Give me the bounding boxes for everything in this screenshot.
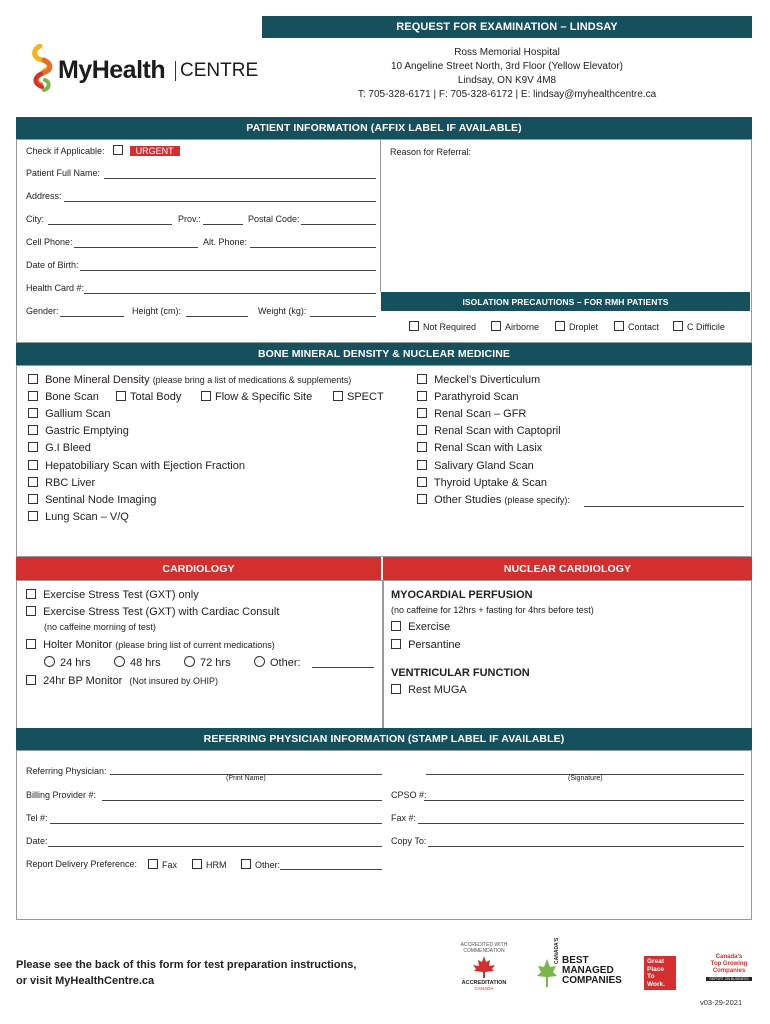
hospital-info: Ross Memorial Hospital 10 Angeline Street North, 3rd Floor (Yellow Elevator) Lindsay, ON K9V 4M8 T: 705-328-6171 | F: 705-328-6172 | E: lindsay@myhealthcentre.ca (357, 47, 657, 100)
address-field[interactable] (64, 201, 376, 202)
great-place-logo: Great Place To Work. (644, 956, 676, 990)
mp-title: MYOCARDIAL PERFUSION (391, 589, 533, 601)
logo (30, 44, 259, 94)
bp-monitor-option[interactable]: 24hr BP Monitor (Not insured by OHIP) (26, 675, 218, 687)
form-title: REQUEST FOR EXAMINATION – LINDSAY (262, 16, 752, 38)
full-name-field[interactable] (104, 178, 376, 179)
reason-field[interactable] (384, 160, 748, 288)
logo-sub: CENTRE (180, 60, 259, 81)
dob-field[interactable] (80, 270, 376, 271)
logo-mark-icon (30, 44, 56, 92)
footer-note: Please see the back of this form for test preparation instructions, or visit MyHealthCentre.ca (16, 959, 357, 987)
fax-field[interactable] (418, 823, 744, 824)
bmd-option[interactable]: Bone Mineral Density (please bring a list of medications & supplements) (28, 374, 351, 386)
gender-field[interactable] (60, 316, 124, 317)
vf-title: VENTRICULAR FUNCTION (391, 667, 530, 679)
best-managed-logo: CANADA'S BEST MANAGED COMPANIES (536, 952, 620, 992)
iso-not-required[interactable]: Not Required (409, 321, 476, 332)
muga-option[interactable]: Rest MUGA (391, 684, 467, 696)
holter-option[interactable]: Holter Monitor (please bring list of current medications) (26, 639, 275, 651)
billing-provider-field[interactable] (102, 800, 382, 801)
iso-airborne[interactable]: Airborne (491, 321, 539, 332)
logo-brand: MyHealth (58, 56, 166, 84)
iso-droplet[interactable]: Droplet (555, 321, 598, 332)
bone-right-item[interactable]: Renal Scan with Captopril (417, 425, 561, 437)
exercise-option[interactable]: Exercise (391, 621, 450, 633)
postal-code-field[interactable] (301, 224, 376, 225)
weight-field[interactable] (310, 316, 376, 317)
nuclear-cardiology-section (383, 580, 752, 729)
delivery-other-option[interactable]: Other: (241, 859, 280, 870)
alt-phone-field[interactable] (250, 247, 376, 248)
cardiology-section (16, 580, 383, 729)
prov-field[interactable] (203, 224, 243, 225)
tel-field[interactable] (50, 823, 382, 824)
top-growing-logo: Canada's Top Growing Companies REPORT ON BUSINESS (706, 954, 752, 992)
other-studies-field[interactable] (584, 506, 744, 507)
accreditation-logo: ACCREDITED WITH COMMENDATION ACCREDITATION CANADA (460, 942, 508, 991)
holter-24-radio[interactable]: 24 hrs (44, 656, 91, 669)
flow-site-option[interactable]: Flow & Specific Site (201, 391, 312, 403)
reason-label: Reason for Referral: (390, 147, 472, 157)
delivery-other-field[interactable] (280, 869, 382, 870)
delivery-fax-option[interactable]: Fax (148, 859, 177, 870)
persantine-option[interactable]: Persantine (391, 639, 461, 651)
nuclear-cardiology-header: NUCLEAR CARDIOLOGY (383, 557, 752, 580)
bone-right-item[interactable]: Meckel’s Diverticulum (417, 374, 540, 386)
bone-left-item[interactable]: RBC Liver (28, 477, 95, 489)
height-field[interactable] (186, 316, 248, 317)
delivery-hrm-option[interactable]: HRM (192, 859, 227, 870)
bone-left-item[interactable]: Gallium Scan (28, 408, 110, 420)
bone-left-item[interactable]: Hepatobiliary Scan with Ejection Fraction (28, 460, 245, 472)
bone-right-item[interactable]: Renal Scan – GFR (417, 408, 526, 420)
iso-c-difficile[interactable]: C Difficile (673, 321, 725, 332)
isolation-header: ISOLATION PRECAUTIONS – FOR RMH PATIENTS (381, 292, 750, 311)
gxt-consult-option[interactable]: Exercise Stress Test (GXT) with Cardiac Consult (26, 606, 279, 618)
check-applicable: Check if Applicable: URGENT (26, 145, 180, 156)
patient-section-header: PATIENT INFORMATION (AFFIX LABEL IF AVAILABLE) (16, 117, 752, 139)
cpso-field[interactable] (424, 800, 744, 801)
bone-right-item[interactable]: Salivary Gland Scan (417, 460, 534, 472)
maple-leaf-icon (471, 955, 497, 979)
bone-scan-option[interactable]: Bone Scan (28, 391, 99, 403)
bone-left-item[interactable]: Lung Scan – V/Q (28, 511, 129, 523)
bone-left-item[interactable]: Gastric Emptying (28, 425, 129, 437)
bone-left-item[interactable]: Sentinal Node Imaging (28, 494, 156, 506)
physician-section (16, 750, 752, 920)
iso-contact[interactable]: Contact (614, 321, 659, 332)
holter-other-radio[interactable]: Other: (254, 656, 301, 669)
bone-right-item[interactable]: Renal Scan with Lasix (417, 442, 542, 454)
bone-left-item[interactable]: G.I Bleed (28, 442, 91, 454)
holter-other-field[interactable] (312, 667, 374, 668)
other-studies-option[interactable]: Other Studies (please specify): (417, 494, 570, 506)
holter-48-radio[interactable]: 48 hrs (114, 656, 161, 669)
urgent-checkbox[interactable] (113, 145, 123, 155)
cardiology-header: CARDIOLOGY (16, 557, 381, 580)
physician-section-header: REFERRING PHYSICIAN INFORMATION (STAMP LABEL IF AVAILABLE) (16, 728, 752, 750)
total-body-option[interactable]: Total Body (116, 391, 181, 403)
version-label: v03-29-2021 (700, 998, 743, 1007)
spect-option[interactable]: SPECT (333, 391, 384, 403)
bone-right-item[interactable]: Thyroid Uptake & Scan (417, 477, 547, 489)
holter-72-radio[interactable]: 72 hrs (184, 656, 231, 669)
copy-to-field[interactable] (428, 846, 744, 847)
gxt-option[interactable]: Exercise Stress Test (GXT) only (26, 589, 199, 601)
urgent-badge: URGENT (130, 146, 180, 156)
bone-section-header: BONE MINERAL DENSITY & NUCLEAR MEDICINE (16, 343, 752, 365)
bone-right-item[interactable]: Parathyroid Scan (417, 391, 518, 403)
cell-phone-field[interactable] (74, 247, 198, 248)
health-card-field[interactable] (84, 293, 376, 294)
date-field[interactable] (48, 846, 382, 847)
city-field[interactable] (48, 224, 172, 225)
